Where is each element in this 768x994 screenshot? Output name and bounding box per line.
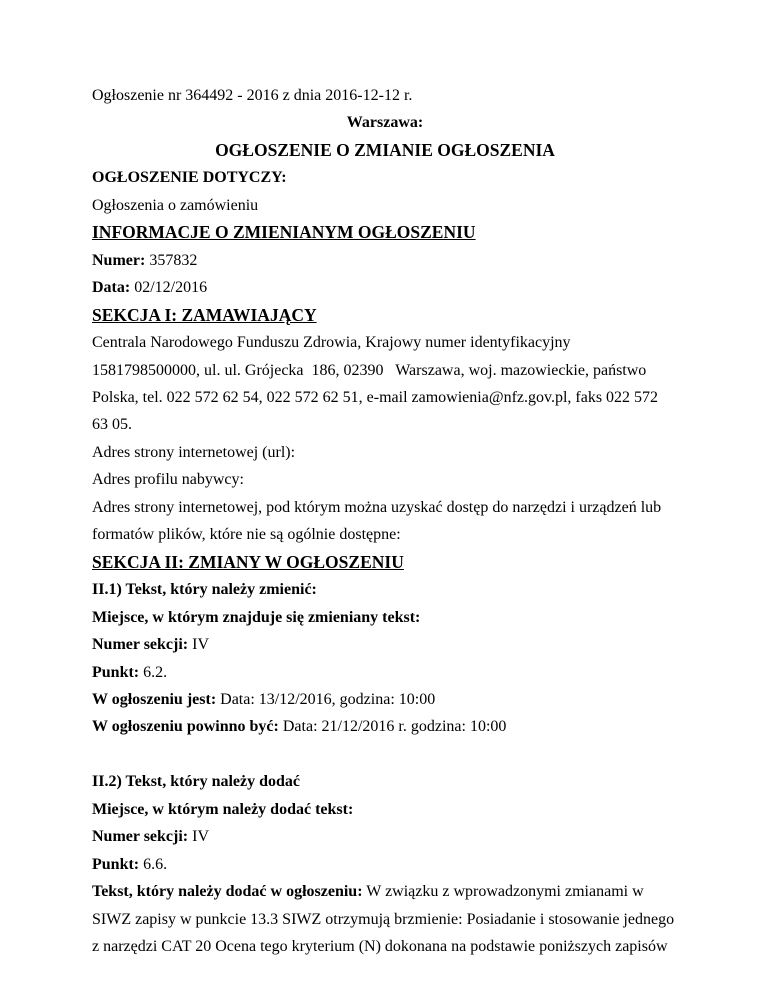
change1-current-text-label: W ogłoszeniu jest: bbox=[92, 690, 217, 708]
contracting-authority-paragraph: Centrala Narodowego Funduszu Zdrowia, Krajowy numer identyfikacyjny 1581798500000, ul. ul. Grójecka 186, 02390 Warszawa, woj. mazowieckie, państwo Polska, tel. 022 572 62 54, 022 572 62 51, e-mail zamowienia@nfz.gov.pl, faks 022 572 63 05. bbox=[92, 334, 663, 434]
change1-point-value: 6.2. bbox=[143, 663, 168, 681]
change1-section-number-value: IV bbox=[192, 636, 210, 654]
change1-new-text-label: W ogłoszeniu powinno być: bbox=[92, 718, 279, 736]
change2-section-number-label: Numer sekcji: bbox=[92, 828, 189, 846]
change1-current-text bbox=[92, 686, 678, 713]
website-url-label: Adres strony internetowej (url): bbox=[92, 443, 296, 461]
concerns-value: Ogłoszenia o zamówieniu bbox=[92, 196, 259, 214]
announcement-number-line: Ogłoszenie nr 364492 - 2016 z dnia 2016-12-12 r. bbox=[92, 87, 413, 104]
date-label: Data: bbox=[92, 279, 131, 297]
changed-announcement-number bbox=[92, 247, 678, 274]
change2-add-text bbox=[92, 878, 678, 960]
change1-place-label: Miejsce, w którym znajduje się zmieniany tekst: bbox=[92, 608, 421, 626]
change1-current-text-value: Data: 13/12/2016, godzina: 10:00 bbox=[220, 690, 436, 708]
number-value: 357832 bbox=[149, 251, 198, 269]
section1-heading: SEKCJA I: ZAMAWIAJĄCY bbox=[92, 304, 317, 325]
tools-access-paragraph: Adres strony internetowej, pod którym można uzyskać dostęp do narzędzi i urządzeń lub formatów plików, które nie są ogólnie dostępne: bbox=[92, 498, 662, 544]
change2-point-value: 6.6. bbox=[143, 855, 168, 873]
change2-place-label: Miejsce, w którym należy dodać tekst: bbox=[92, 800, 354, 818]
change1-section-number-label: Numer sekcji: bbox=[92, 636, 189, 654]
concerns-label: OGŁOSZENIE DOTYCZY: bbox=[92, 169, 287, 187]
change1-point bbox=[92, 659, 678, 686]
change2-add-text-value: W związku z wprowadzonymi zmianami w SIWZ zapisy w punkcie 13.3 SIWZ otrzymują brzmienie: Posiadanie i stosowanie jednego z narzędzi CAT 20 Ocena tego kryterium (N) dokonana na podstawie poniższych zapisów bbox=[92, 883, 675, 956]
document-title: OGŁOSZENIE O ZMIANIE OGŁOSZENIA bbox=[215, 139, 555, 160]
change1-new-text-value: Data: 21/12/2016 r. godzina: 10:00 bbox=[282, 718, 507, 736]
change2-section-number bbox=[92, 823, 678, 850]
number-label: Numer: bbox=[92, 251, 146, 269]
document-page bbox=[92, 82, 678, 960]
change2-point bbox=[92, 851, 678, 878]
change1-new-text bbox=[92, 713, 678, 740]
date-value: 02/12/2016 bbox=[134, 279, 208, 297]
change2-heading: II.2) Tekst, który należy dodać bbox=[92, 773, 301, 791]
change1-heading: II.1) Tekst, który należy zmienić: bbox=[92, 581, 317, 599]
change1-point-label: Punkt: bbox=[92, 663, 140, 681]
changed-announcement-heading: INFORMACJE O ZMIENIANYM OGŁOSZENIU bbox=[92, 222, 476, 243]
change1-section-number bbox=[92, 631, 678, 658]
buyer-profile-label: Adres profilu nabywcy: bbox=[92, 471, 244, 489]
change2-section-number-value: IV bbox=[192, 828, 210, 846]
section2-heading: SEKCJA II: ZMIANY W OGŁOSZENIU bbox=[92, 551, 404, 572]
changed-announcement-date bbox=[92, 274, 678, 301]
change2-point-label: Punkt: bbox=[92, 855, 140, 873]
city-line: Warszawa: bbox=[346, 114, 424, 132]
change2-add-text-label: Tekst, który należy dodać w ogłoszeniu: bbox=[92, 883, 363, 901]
